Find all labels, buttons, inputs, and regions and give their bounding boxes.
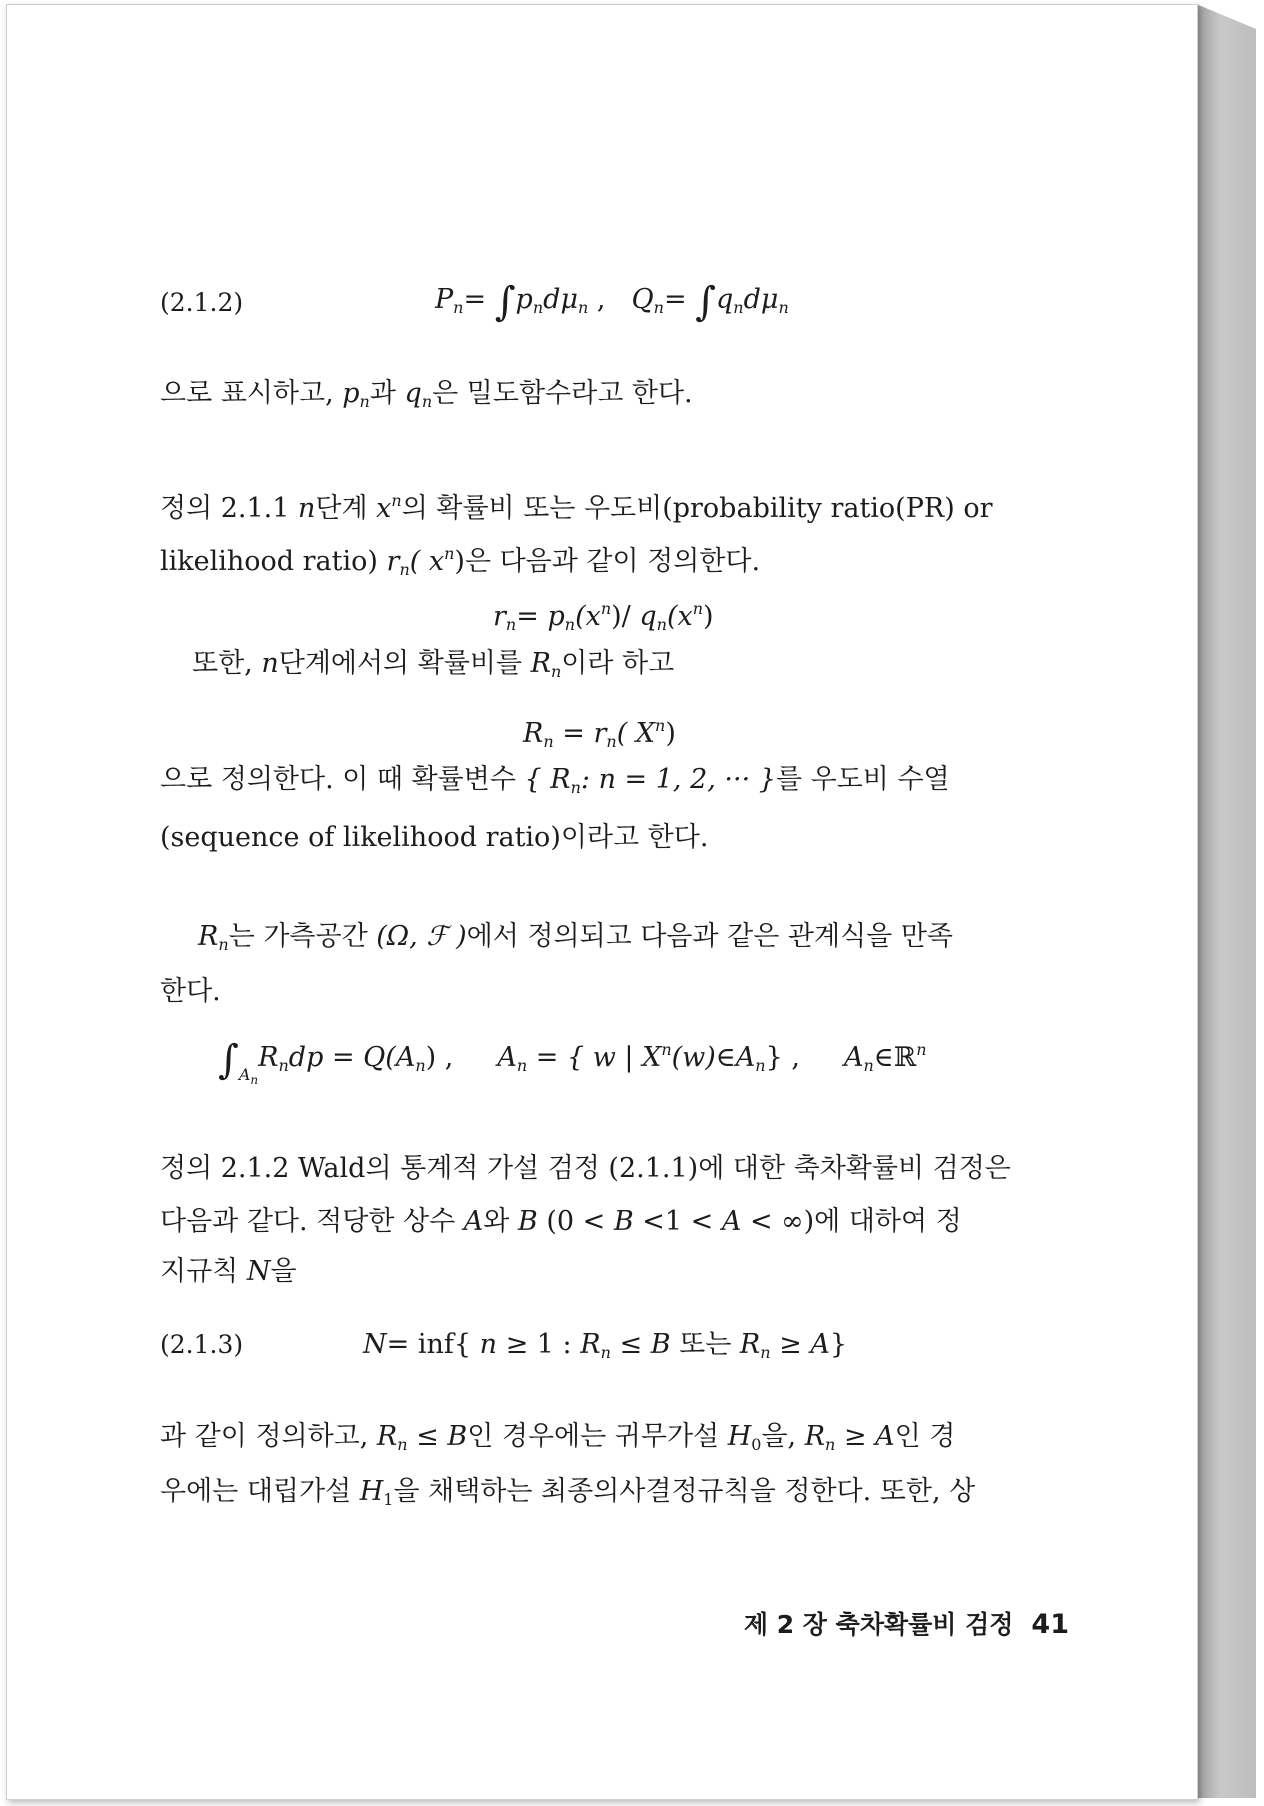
definition-2-1-1-line-1 (160, 484, 1058, 526)
symbol-q: q (404, 378, 422, 409)
text: <1 < (633, 1206, 722, 1237)
text: 으로 표시하고, (160, 378, 343, 409)
integral-sign: ∫ (218, 1037, 239, 1083)
symbol-R: R (376, 1421, 398, 1452)
text-line-decision-2 (160, 1475, 975, 1517)
symbol-X: ( X (616, 718, 656, 749)
real-space: ∈ℝ (873, 1042, 917, 1073)
symbol-x: ( x (409, 546, 445, 577)
text: 또한, (192, 648, 262, 679)
subscript: n (359, 392, 370, 411)
equation-2-1-2 (435, 279, 789, 325)
symbol-B: B (650, 1329, 671, 1360)
text: 과 같이 정의하고, (160, 1421, 377, 1452)
subscript: n (570, 778, 581, 797)
page-stack-edge (1196, 4, 1256, 1798)
text: 지규칙 (160, 1256, 247, 1287)
text: 을 채택하는 최종의사결정규칙을 정한다. 또한, 상 (393, 1476, 976, 1507)
subscript: 1 (383, 1490, 394, 1509)
text: 와 (483, 1206, 518, 1237)
paren: ) (703, 601, 714, 632)
subscript: n (532, 298, 544, 317)
text: ≥ 1 : (497, 1329, 581, 1360)
integral-sign: ∫ (695, 279, 716, 325)
equation-integral-relation (218, 1033, 927, 1097)
equation-number-2-1-3: (2.1.3) (160, 1330, 244, 1359)
equation-likelihood-ratio (493, 592, 714, 642)
symbol-p: p (342, 378, 360, 409)
measurable-space: (Ω, ℱ ) (376, 921, 467, 952)
integral-domain: A (238, 1065, 251, 1084)
subscript: n (399, 560, 410, 579)
text: 우에는 대립가설 (160, 1476, 360, 1507)
symbol-A: A (810, 1329, 830, 1360)
symbol-R: R (804, 1421, 826, 1452)
symbol-B: B (517, 1206, 538, 1237)
symbol-A: A (875, 1421, 895, 1452)
symbol-N: N (363, 1329, 387, 1360)
equals: = (516, 601, 548, 632)
subscript: n (218, 935, 229, 954)
text: ≥ (835, 1421, 876, 1452)
symbol-n: n (261, 648, 279, 679)
page-number: 41 (1031, 1609, 1069, 1640)
subscript: n (543, 732, 554, 751)
symbol-B: B (613, 1206, 634, 1237)
subscript: n (250, 1073, 259, 1087)
differential: dμ (543, 284, 578, 315)
symbol-q: q (716, 284, 734, 315)
text: 은 밀도함수라고 한다. (432, 378, 693, 409)
text: 이라 하고 (561, 648, 675, 679)
text-line-satisfies: 한다. (160, 976, 221, 1007)
text: 또는 (670, 1329, 740, 1360)
symbol-H: H (727, 1421, 752, 1452)
text-line-sequence-name: (sequence of likelihood ratio)이라고 한다. (160, 822, 709, 853)
superscript: n (916, 1040, 927, 1059)
text: ≥ (770, 1329, 811, 1360)
symbol-Q: Q (631, 284, 654, 315)
superscript: n (655, 716, 666, 735)
division: )/ (611, 601, 640, 632)
symbol-A: A (843, 1042, 864, 1073)
equals: = (663, 284, 696, 315)
subscript: n (733, 298, 744, 317)
subscript: n (453, 298, 464, 317)
text: } (829, 1329, 848, 1360)
symbol-r: r (493, 601, 506, 632)
text: (0 < (537, 1206, 614, 1237)
superscript: n (600, 599, 612, 618)
text: < ∞)에 대하여 정 (741, 1206, 962, 1237)
subscript: n (606, 732, 617, 751)
index-set: : n = 1, 2, ··· } (580, 764, 776, 795)
text: 를 우도비 수열 (775, 764, 950, 795)
text: 에서 정의되고 다음과 같은 관계식을 만족 (466, 921, 953, 952)
integral-sign: ∫ (494, 279, 516, 325)
symbol-R: { R (524, 764, 571, 795)
subscript: n (653, 298, 664, 317)
symbol-n: n (479, 1329, 497, 1360)
superscript: n (661, 1040, 672, 1059)
equals: = (463, 284, 495, 315)
subscript: n (505, 615, 517, 634)
text: 을, (761, 1421, 805, 1452)
subscript: n (778, 298, 789, 317)
symbol-R: R (258, 1042, 279, 1073)
definition-2-1-1-line-2 (160, 537, 760, 587)
differential: dμ (743, 284, 779, 315)
text: ≤ (610, 1329, 651, 1360)
text: 인 경 (894, 1421, 956, 1452)
subscript: n (656, 615, 667, 634)
text: )은 다음과 같이 정의한다. (454, 546, 761, 577)
symbol-x: x (376, 493, 392, 524)
text: 다음과 같다. 적당한 상수 (160, 1206, 464, 1237)
comma: , (588, 284, 606, 315)
text-line-define-sequence (160, 763, 950, 805)
symbol-R: R (580, 1329, 601, 1360)
subscript: n (564, 615, 576, 634)
symbol-B: B (447, 1421, 468, 1452)
text: 는 가측공간 (228, 921, 377, 952)
equation-R-n (523, 709, 676, 759)
equals: = (553, 718, 594, 749)
subscript: n (825, 1435, 836, 1454)
symbol-H: H (359, 1476, 384, 1507)
subscript: n (550, 662, 562, 681)
subscript: n (415, 1056, 426, 1075)
symbol-p: p (515, 284, 533, 315)
superscript: n (391, 491, 402, 510)
text-line-density (160, 377, 693, 419)
symbol-A: A (497, 1042, 517, 1073)
symbol-r: r (593, 718, 607, 749)
equation-number-2-1-2: (2.1.2) (160, 288, 244, 317)
equation-2-1-3 (363, 1328, 847, 1370)
definition-heading: 정의 2.1.1 (160, 493, 299, 524)
symbol-A: A (463, 1206, 484, 1237)
text: = inf{ (386, 1329, 480, 1360)
set-expression: (w)∈A (671, 1042, 756, 1073)
symbol-P: P (435, 284, 454, 315)
subscript: n (760, 1343, 771, 1362)
chapter-title: 제 2 장 축차확률비 검정 (743, 1610, 1014, 1639)
definition-2-1-2-line-1: 정의 2.1.2 Wald의 통계적 가설 검정 (2.1.1)에 대한 축차확률비 검정은 (160, 1153, 1011, 1184)
subscript: n (516, 1056, 528, 1075)
definition-2-1-2-line-3 (160, 1255, 297, 1289)
brace: } , (765, 1042, 800, 1073)
symbol-p: p (547, 601, 565, 632)
paren: ) (665, 718, 676, 749)
text: 의 확률비 또는 우도비(probability ratio(PR) or (401, 493, 993, 524)
text: 단계 (315, 493, 377, 524)
symbol-R: R (530, 648, 551, 679)
text-line-measurable-space (198, 920, 953, 962)
subscript: n (755, 1056, 766, 1075)
text-line-also (192, 647, 674, 689)
symbol-x: (x (575, 601, 601, 632)
text: 으로 정의한다. 이 때 확률변수 (160, 764, 525, 795)
text: ≤ (407, 1421, 448, 1452)
symbol-N: N (246, 1256, 271, 1287)
text: 을 (270, 1256, 297, 1287)
text: 인 경우에는 귀무가설 (467, 1421, 728, 1452)
symbol-R: R (523, 718, 544, 749)
superscript: n (444, 544, 455, 563)
superscript: n (692, 599, 704, 618)
text: 과 (369, 378, 405, 409)
symbol-n: n (298, 493, 316, 524)
text: likelihood ratio) (160, 546, 387, 577)
text-line-decision-1 (160, 1420, 955, 1462)
subscript: n (278, 1056, 289, 1075)
subscript: n (863, 1056, 874, 1075)
symbol-A: A (721, 1206, 742, 1237)
symbol-R: R (198, 921, 219, 952)
symbol-r: r (386, 546, 400, 577)
text: 단계에서의 확률비를 (278, 648, 531, 679)
subscript: n (578, 298, 589, 317)
measure-expression: dp = Q(A (288, 1042, 416, 1073)
definition-2-1-2-line-2 (160, 1205, 962, 1239)
subscript: n (421, 392, 433, 411)
subscript: n (397, 1435, 408, 1454)
symbol-R: R (739, 1329, 761, 1360)
page-footer (744, 1605, 1069, 1641)
symbol-q: q (639, 601, 657, 632)
paren: ) , (425, 1042, 454, 1073)
set-expression: = { w | X (527, 1042, 662, 1073)
subscript: n (600, 1343, 611, 1362)
page (6, 4, 1198, 1800)
subscript: 0 (751, 1435, 762, 1454)
symbol-x: (x (666, 601, 693, 632)
